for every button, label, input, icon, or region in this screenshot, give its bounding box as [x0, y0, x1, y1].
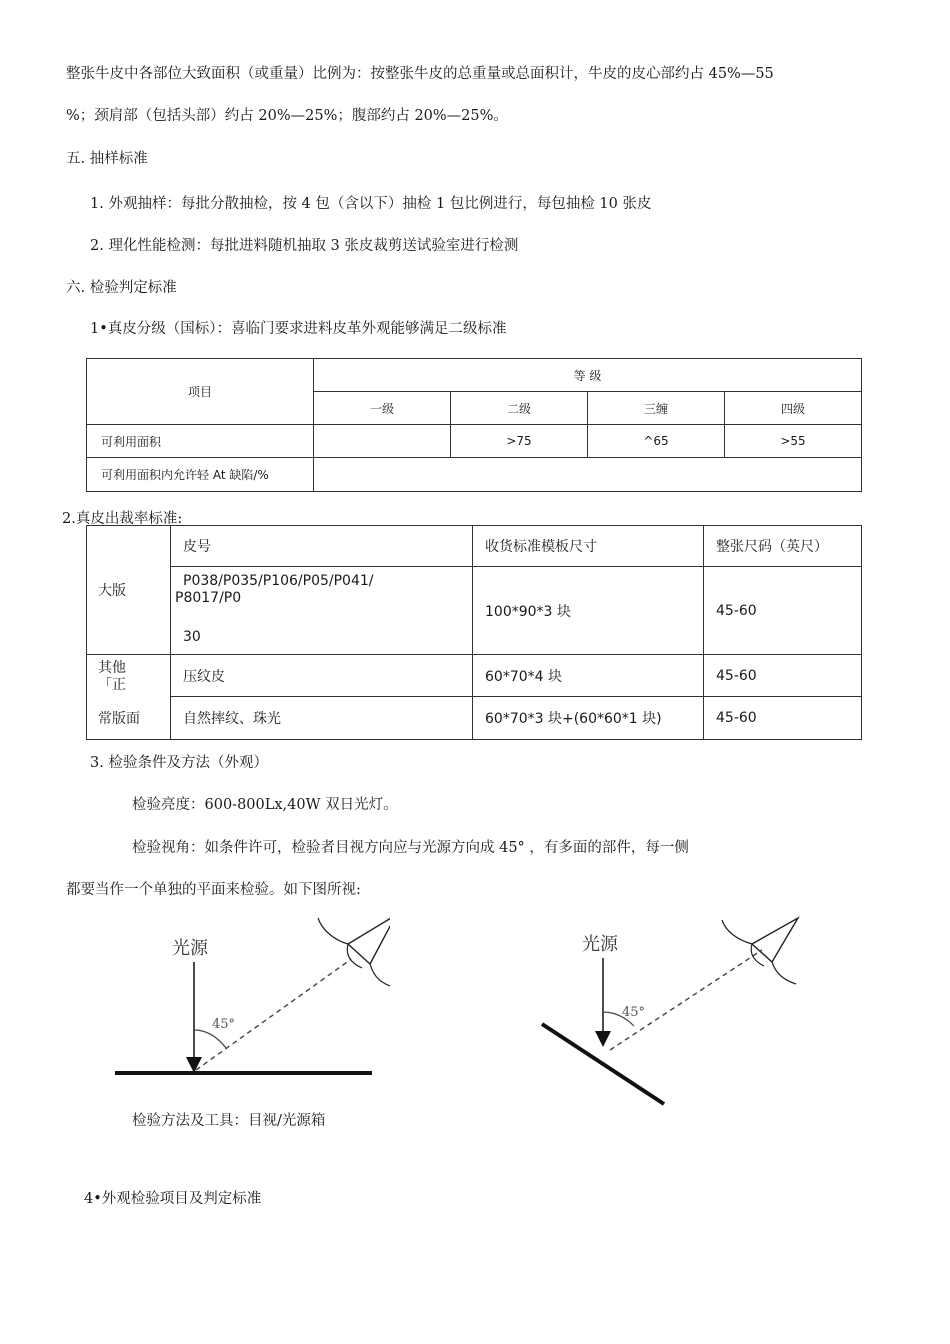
light-source-label-2: 光源	[582, 934, 618, 955]
appearance-inspection-subheading: 4•外观检验项目及判定标准	[84, 1191, 262, 1207]
other-label-top: 其他	[98, 660, 126, 676]
code-line-2: P8017/P0	[175, 590, 242, 606]
col-header-template-size: 收货标准模板尺寸	[473, 526, 704, 567]
sight-line	[196, 960, 350, 1070]
allowed-defect-label: 可利用面积内允许轻 At 缺陷/%	[87, 458, 314, 492]
inspection-conditions-subheading: 3. 检验条件及方法（外观）	[90, 755, 268, 771]
large-panel-label: 大版	[87, 526, 171, 655]
eye-icon-2	[722, 918, 798, 984]
grade-4: 四级	[725, 392, 862, 425]
grading-subheading: 1•真皮分级（国标）：喜临门要求进料皮革外观能够满足二级标准	[90, 321, 507, 337]
allowed-defect-value	[314, 458, 862, 492]
usable-area-grade-4: >55	[725, 425, 862, 458]
natural-size: 60*70*3 块+(60*60*1 块)	[473, 697, 704, 740]
angle-label: 45°	[212, 1017, 236, 1032]
light-source-label: 光源	[172, 938, 208, 959]
inspection-brightness: 检验亮度：600-800Lx,40W 双日光灯。	[132, 797, 398, 813]
section-5-heading: 五. 抽样标准	[66, 151, 148, 167]
code-line-1: P038/P035/P106/P05/P041/	[183, 573, 374, 589]
intro-line-2: %；颈肩部（包括头部）约占 20%—25%；腹部约占 20%—25%。	[66, 108, 508, 124]
embossed-type: 压纹皮	[171, 655, 473, 697]
grade-1: 一级	[314, 392, 451, 425]
cut-rate-table	[86, 525, 862, 740]
usable-area-grade-2: >75	[451, 425, 588, 458]
inspection-method: 检验方法及工具：目视/光源箱	[132, 1113, 326, 1129]
section-6-heading: 六. 检验判定标准	[66, 280, 177, 296]
col-header-full-size: 整张尺码（英尺）	[704, 526, 862, 567]
viewing-angle-diagram-tilted	[530, 910, 820, 1110]
angle-label-2: 45°	[622, 1005, 646, 1020]
sight-line-2	[610, 950, 762, 1050]
natural-range: 45-60	[704, 697, 862, 740]
large-panel-codes	[171, 567, 473, 655]
embossed-size: 60*70*4 块	[473, 655, 704, 697]
sampling-item-2: 2. 理化性能检测：每批进料随机抽取 3 张皮裁剪送试验室进行检测	[90, 238, 519, 254]
inspection-angle-line-1: 检验视角：如条件许可，检验者目视方向应与光源方向成 45° ，有多面的部件，每一侧	[132, 840, 689, 856]
large-panel-range: 45-60	[704, 567, 862, 655]
other-label-mid: 「正	[98, 677, 126, 693]
code-line-3: 30	[183, 629, 201, 645]
cut-rate-subheading: 2.真皮出裁率标准:	[62, 511, 183, 527]
other-panel-label	[87, 655, 171, 740]
grade-header: 等 级	[314, 359, 862, 392]
inspection-angle-line-2: 都要当作一个单独的平面来检验。如下图所视:	[66, 882, 361, 898]
viewing-angle-diagram-flat	[100, 910, 390, 1080]
usable-area-label: 可利用面积	[87, 425, 314, 458]
large-panel-size: 100*90*3 块	[473, 567, 704, 655]
angle-arc	[194, 1030, 226, 1048]
sampling-item-1: 1. 外观抽样：每批分散抽检，按 4 包（含以下）抽检 1 包比例进行，每包抽检 10 张皮	[90, 196, 652, 212]
eye-icon	[318, 915, 390, 988]
embossed-range: 45-60	[704, 655, 862, 697]
light-arrowhead-2	[595, 1031, 611, 1047]
usable-area-grade-1	[314, 425, 451, 458]
grade-3: 三缠	[588, 392, 725, 425]
natural-type: 自然摔纹、珠光	[171, 697, 473, 740]
item-header: 项目	[87, 359, 314, 425]
intro-line-1: 整张牛皮中各部位大致面积（或重量）比例为：按整张牛皮的总重量或总面积计，牛皮的皮心部约占 45%—55	[66, 66, 774, 82]
light-arrowhead	[186, 1057, 202, 1073]
other-label-bottom: 常版面	[98, 711, 140, 727]
usable-area-grade-3: ^65	[588, 425, 725, 458]
grade-table	[86, 358, 862, 492]
grade-2: 二级	[451, 392, 588, 425]
col-header-code: 皮号	[171, 526, 473, 567]
